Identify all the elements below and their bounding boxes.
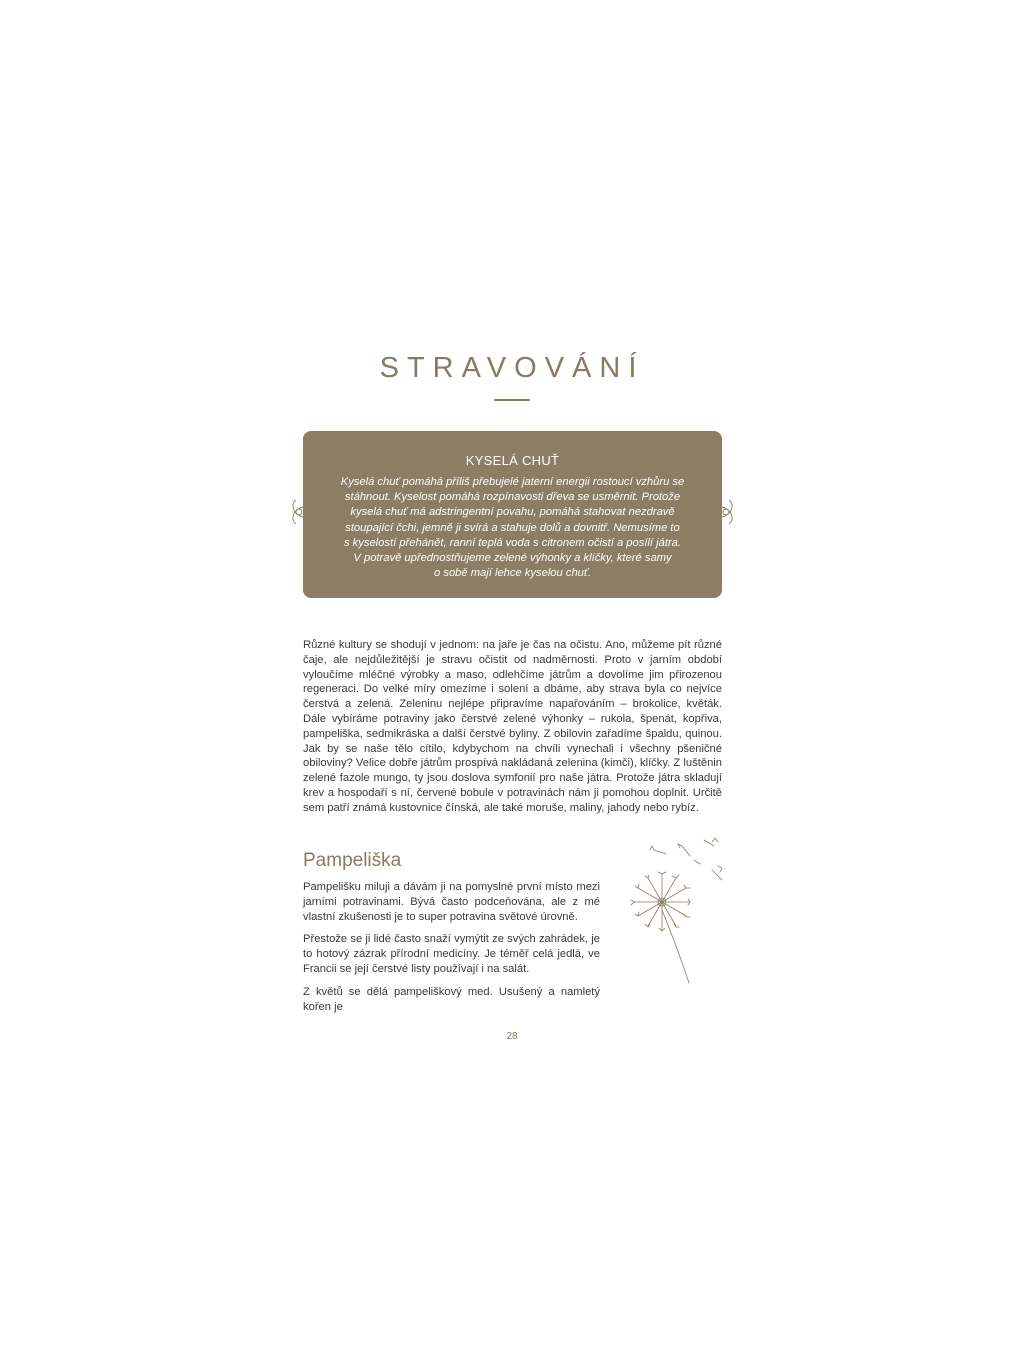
box-line: o sobě mají lehce kyselou chuť. [434,567,591,580]
box-line: kyselá chuť má adstringentní povahu, pomáhá stahovat nezdravě [350,506,675,519]
main-text [303,638,722,816]
dandelion-illustration [622,830,734,986]
box-line: s kyselostí přehánět, ranní teplá voda s citronem očistí a posílí játra. [343,536,682,549]
section-paragraph: Pampelišku miluji a dávám ji na pomyslné první místo mezi jarními potravinami. Bývá často podceňována, ale z mé vlastní zkušenosti je to super potravina světové úrovně. [303,881,600,923]
box-body [323,475,702,581]
section-paragraph: Přestože se ji lidé často snaží vymýtit ze svých zahrádek, je to hotový zázrak přírodní medicíny. Je téměř celá jedlá, ve Francii se její čerstvé listy používají i na salát. [303,933,600,975]
box-line: stáhnout. Kyselost pomáhá rozpínavosti dřeva se usměrnit. Protože [344,491,681,504]
info-box [303,431,722,598]
section-body [303,880,600,1022]
section-paragraph: Z květů se dělá pampeliškový med. Usušený a namletý kořen je [303,985,600,1013]
main-paragraph: Různé kultury se shodují v jednom: na jaře je čas na očistu. Ano, můžeme pít různé čaje, ale nejdůležitější je stravu očistit od nadměrnosti. Proto v jarním období vyloučíme mléčné výrobky a maso, odlehčíme játrům a dovolíme jim přirozenou regeneraci. Do velké míry omezíme i solení a dbáme, aby strava byla co nejvíce čerstvá a zelená. Zeleninu nejlépe připravíme napařováním – brokolice, květák. Dále vybíráme potraviny jako čerstvé zelené výhonky – rukola, špenát, kopřiva, pampeliška, sedmikráska a další čerstvé byliny. Z obilovin zařadíme špaldu, quinou. Jak by se naše tělo cítilo, kdybychom na chvíli vynechali i všechny pšeničné obiloviny? Velice dobře játrům prospívá nakládaná zelenina (kimči), klíčky. Z luštěnin zelené fazole mungo, ty jsou doslova symfonií pro naše játra. Protože játra skladují krev a hospodaří s ní, červené bobule v potravinách nám ji pomohou doplnit. Určitě sem patří známá kustovnice čínská, ale také moruše, maliny, jahody nebo rybíz. [303,639,722,814]
page-number: 28 [506,1031,518,1042]
page-title: STRAVOVÁNÍ [379,352,645,384]
title-underline [494,399,530,401]
box-line: stoupající čchi, jemně ji svírá a stahuje dolů a dovnitř. Nemusíme to [345,521,680,534]
section-title: Pampeliška [303,850,402,871]
box-line: V potravě upřednostňujeme zelené výhonky a klíčky, které samy [353,552,672,565]
box-heading: KYSELÁ CHUŤ [465,453,560,468]
box-line: Kyselá chuť pomáhá příliš přebujelé jaterní energii rostoucí vzhůru se [340,476,685,488]
